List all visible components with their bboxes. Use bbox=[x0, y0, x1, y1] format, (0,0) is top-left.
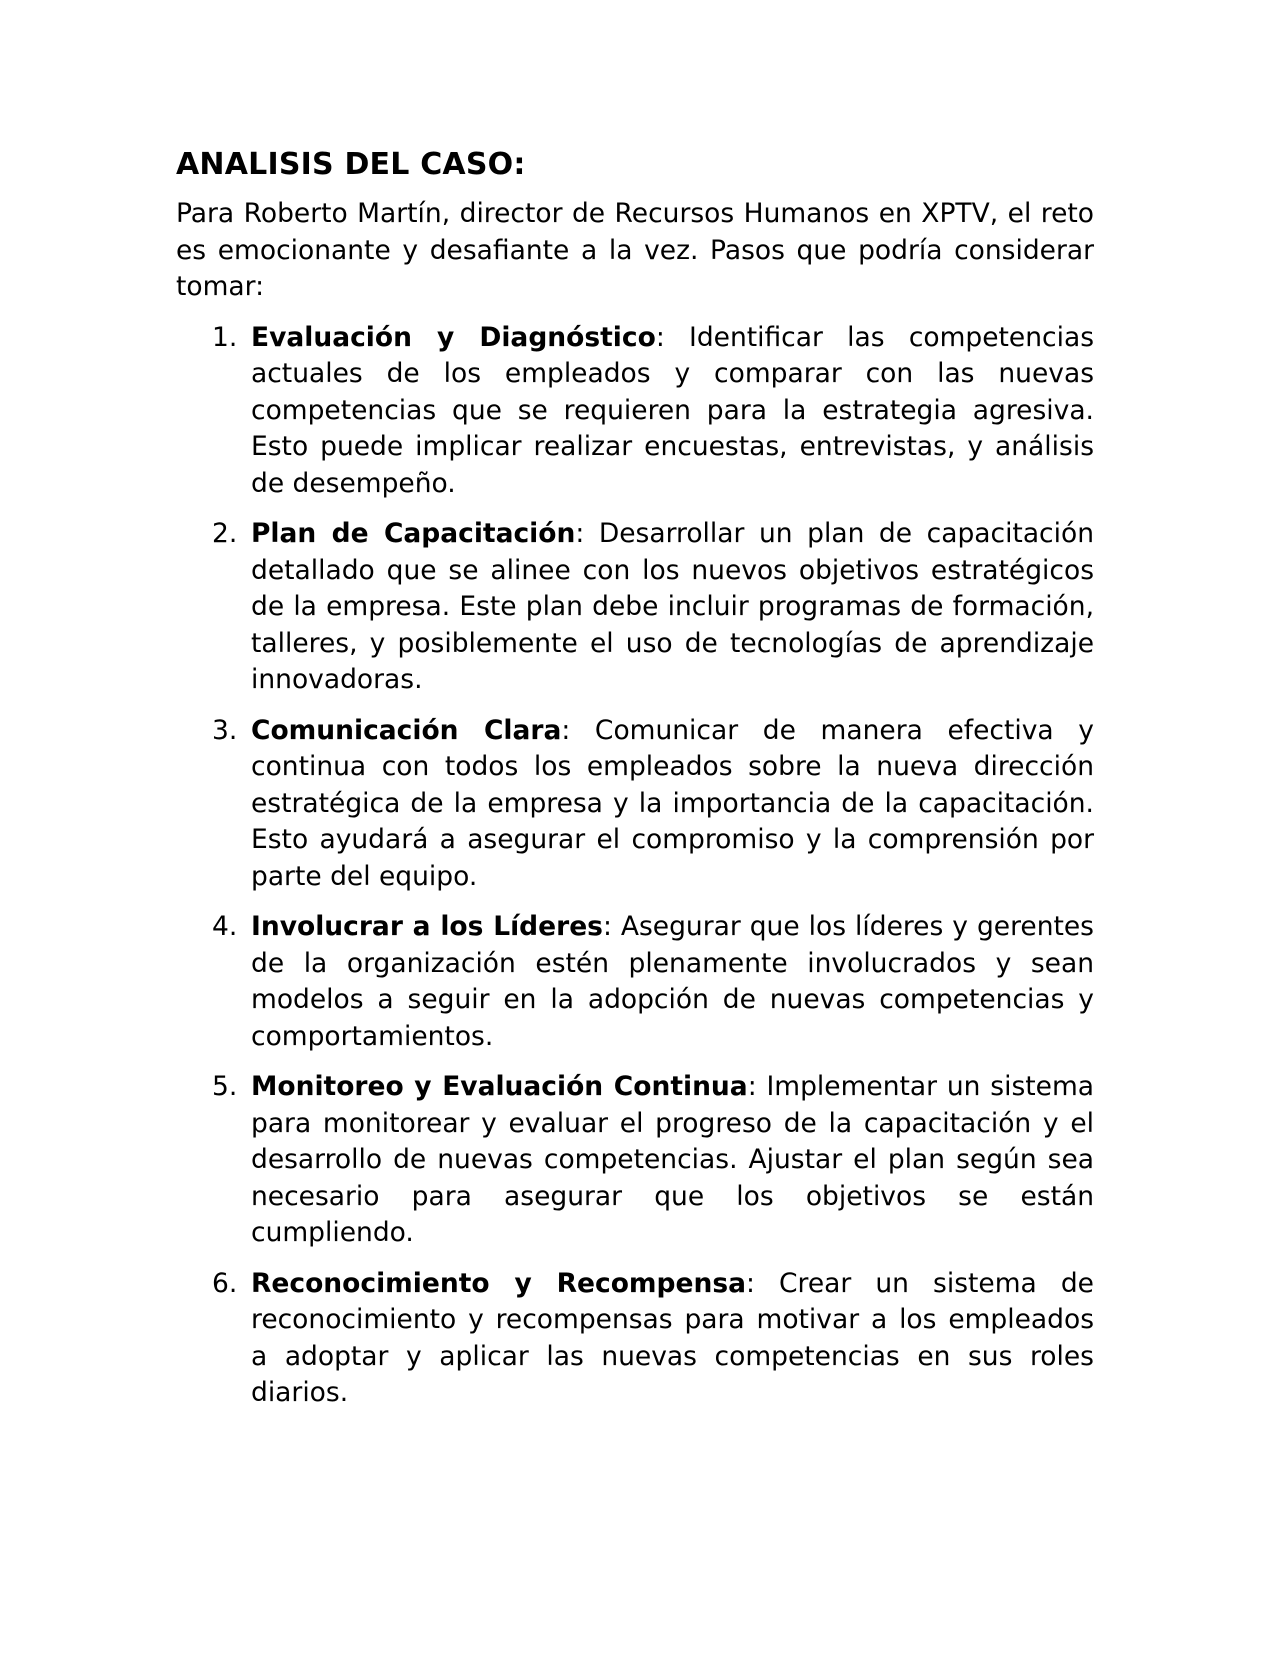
list-item-heading: Evaluación y Diagnóstico bbox=[251, 321, 656, 353]
list-item-number: 5. bbox=[212, 1071, 238, 1102]
list-item-number: 6. bbox=[212, 1267, 238, 1299]
list-item bbox=[176, 713, 1094, 896]
list-item-heading: Involucrar a los Líderes bbox=[251, 911, 603, 942]
list-item bbox=[176, 320, 1094, 503]
document-page bbox=[176, 145, 1094, 1426]
list-item-heading: Comunicación Clara bbox=[251, 714, 562, 746]
list-item-text: : Asegurar que los líderes y gerentes de la organización estén plenamente involucrados y sean modelos a seguir en la adopción de nuevas competencias y comportamientos. bbox=[251, 911, 1094, 1052]
list-item bbox=[176, 1266, 1094, 1412]
document-title: ANALISIS DEL CASO: bbox=[176, 147, 526, 182]
list-item-text: : Identificar las competencias actuales de los empleados y comparar con las nuevas competencias que se requieren para la estrategia agresiva. Esto puede implicar realizar encuestas, entrevistas, y análisis de desempeño. bbox=[251, 321, 1095, 499]
list-item-heading: Monitoreo y Evaluación Continua bbox=[251, 1071, 748, 1102]
steps-list bbox=[176, 320, 1094, 1412]
list-item-number: 2. bbox=[212, 518, 238, 549]
list-item-text: : Crear un sistema de reconocimiento y recompensas para motivar a los empleados a adoptar y aplicar las nuevas competencias en sus roles diarios. bbox=[251, 1267, 1094, 1408]
intro-paragraph: Para Roberto Martín, director de Recursos Humanos en XPTV, el reto es emocionante y desafiante a la vez. Pasos que podría considerar tomar: bbox=[176, 198, 1094, 302]
list-item-text: : Desarrollar un plan de capacitación detallado que se alinee con los nuevos objetivos estratégicos de la empresa. Este plan debe incluir programas de formación, talleres, y posiblemente el uso de tecnologías de aprendizaje innovadoras. bbox=[251, 518, 1095, 695]
list-item-number: 3. bbox=[212, 714, 238, 746]
list-item bbox=[176, 909, 1094, 1055]
list-item-number: 4. bbox=[212, 911, 238, 942]
list-item-heading: Reconocimiento y Recompensa bbox=[251, 1267, 746, 1299]
list-item bbox=[176, 516, 1094, 699]
list-item-heading: Plan de Capacitación bbox=[251, 518, 576, 549]
list-item-text: : Comunicar de manera efectiva y continua con todos los empleados sobre la nueva dirección estratégica de la empresa y la importancia de la capacitación. Esto ayudará a asegurar el compromiso y la comprensión por parte del equipo. bbox=[251, 714, 1094, 892]
list-item-text: : Implementar un sistema para monitorear y evaluar el progreso de la capacitación y el desarrollo de nuevas competencias. Ajustar el plan según sea necesario para asegurar que los objetivos se están cumpliendo. bbox=[251, 1071, 1094, 1248]
list-item-number: 1. bbox=[212, 321, 238, 353]
list-item bbox=[176, 1069, 1094, 1252]
